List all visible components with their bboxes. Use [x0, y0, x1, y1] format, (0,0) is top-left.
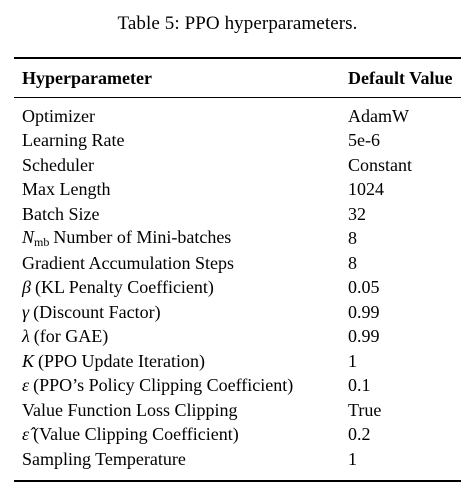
- default-value-cell: 0.1: [348, 375, 371, 396]
- table-row: [14, 374, 461, 399]
- hyperparameter-cell: [14, 227, 348, 250]
- table-row: [14, 104, 461, 129]
- math-symbol: K: [22, 350, 35, 371]
- default-value-cell: 1: [348, 350, 357, 371]
- hyperparameter-table: [14, 57, 461, 482]
- header-default-value: Default Value: [348, 67, 453, 88]
- math-symbol: β: [22, 277, 31, 298]
- default-value-cell: 0.05: [348, 277, 380, 298]
- hyperparameter-name: (PPO Update Iteration): [38, 350, 205, 371]
- table-row: [14, 227, 461, 252]
- math-symbol: ε̂: [22, 424, 30, 445]
- hyperparameter-name: (Value Clipping Coefficient): [33, 424, 239, 445]
- hyperparameter-name: (KL Penalty Coefficient): [34, 277, 214, 298]
- hyperparameter-cell: [14, 155, 348, 176]
- bottom-rule: [14, 480, 461, 482]
- hyperparameter-cell: [14, 400, 348, 421]
- hyperparameter-cell: [14, 204, 348, 225]
- hyperparameter-cell: [14, 326, 348, 347]
- table-row: [14, 276, 461, 301]
- table-row: [14, 398, 461, 423]
- hyperparameter-cell: [14, 449, 348, 470]
- hyperparameter-cell: [14, 351, 348, 372]
- default-value-cell: 32: [348, 203, 366, 224]
- default-value-cell: 8: [348, 228, 357, 249]
- hyperparameter-name: Max Length: [22, 179, 111, 200]
- hyperparameter-cell: [14, 179, 348, 200]
- hyperparameter-name: (for GAE): [33, 326, 109, 347]
- hyperparameter-cell: [14, 424, 348, 445]
- table-row: [14, 447, 461, 472]
- default-value-cell: 0.99: [348, 326, 380, 347]
- table-row: [14, 300, 461, 325]
- hyperparameter-name: Sampling Temperature: [22, 448, 186, 469]
- header-hyperparameter: Hyperparameter: [22, 67, 152, 88]
- default-value-cell: 5e-6: [348, 130, 380, 151]
- hyperparameter-name: (PPO’s Policy Clipping Coefficient): [33, 375, 294, 396]
- hyperparameter-name: Optimizer: [22, 105, 95, 126]
- hyperparameter-cell: [14, 302, 348, 323]
- math-symbol: γ: [22, 301, 30, 322]
- hyperparameter-name: Batch Size: [22, 203, 100, 224]
- hyperparameter-cell: [14, 253, 348, 274]
- table-row: [14, 325, 461, 350]
- default-value-cell: 0.99: [348, 301, 380, 322]
- hyperparameter-cell: [14, 106, 348, 127]
- default-value-cell: AdamW: [348, 105, 409, 126]
- default-value-cell: 1024: [348, 179, 384, 200]
- hyperparameter-name: Value Function Loss Clipping: [22, 399, 238, 420]
- table-body: [14, 98, 461, 480]
- hyperparameter-name: Scheduler: [22, 154, 94, 175]
- table-row: [14, 251, 461, 276]
- table-row: [14, 349, 461, 374]
- hyperparameter-name: Number of Mini-batches: [53, 227, 232, 248]
- table-row: [14, 423, 461, 448]
- math-subscript: mb: [34, 235, 50, 250]
- hyperparameter-name: (Discount Factor): [33, 301, 161, 322]
- default-value-cell: 0.2: [348, 424, 371, 445]
- hyperparameter-cell: [14, 375, 348, 396]
- table-row: [14, 153, 461, 178]
- math-symbol: λ: [22, 326, 30, 347]
- table-caption: Table 5: PPO hyperparameters.: [117, 13, 358, 34]
- hyperparameter-cell: [14, 277, 348, 298]
- table-header-row: [14, 59, 461, 97]
- math-symbol: ε: [22, 375, 30, 396]
- default-value-cell: 1: [348, 448, 357, 469]
- default-value-cell: Constant: [348, 154, 413, 175]
- table-row: [14, 178, 461, 203]
- default-value-cell: 8: [348, 252, 357, 273]
- table-row: [14, 202, 461, 227]
- hyperparameter-cell: [14, 130, 348, 151]
- default-value-cell: True: [348, 399, 382, 420]
- hyperparameter-name: Gradient Accumulation Steps: [22, 252, 234, 273]
- hyperparameter-name: Learning Rate: [22, 130, 125, 151]
- math-symbol: $N_{mb}$: [22, 227, 50, 250]
- table-row: [14, 129, 461, 154]
